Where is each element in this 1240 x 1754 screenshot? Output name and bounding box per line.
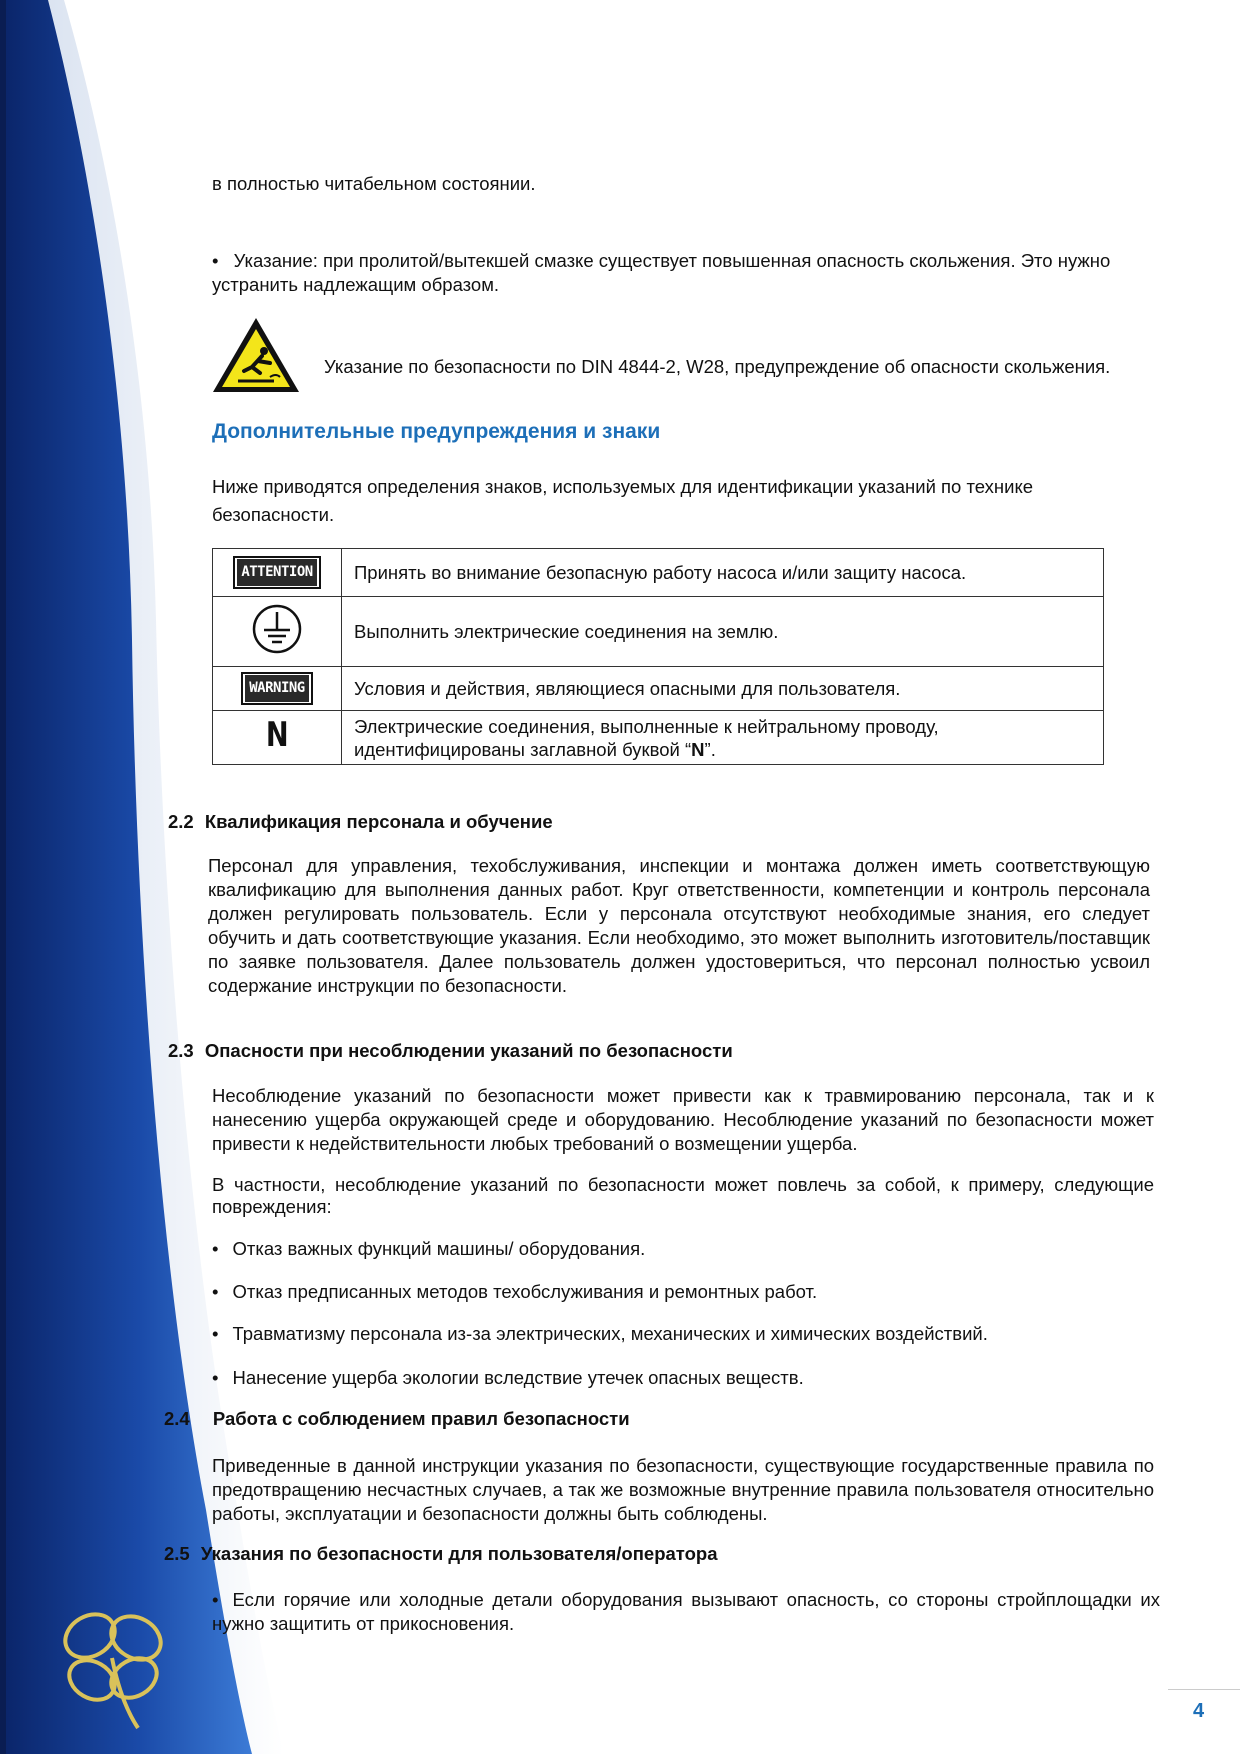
section-2-3-para2: В частности, несоблюдение указаний по безопасности может повлечь за собой, к примеру, следующие повреждения: — [212, 1174, 1154, 1217]
section-number: 2.4 — [164, 1408, 190, 1429]
warning-tag-icon: WARNING — [241, 672, 313, 705]
table-cell-text: Выполнить электрические соединения на землю. — [342, 597, 1104, 667]
note-slip-item — [212, 249, 1150, 297]
section-2-3-heading — [168, 1040, 733, 1062]
table-cell-text: Электрические соединения, выполненные к нейтральному проводу, идентифицированы заглавной буквой “N”. — [342, 711, 1104, 765]
list-item: • Травматизму персонала из-за электрических, механических и химических воздействий. — [212, 1323, 988, 1344]
page-number-rule — [1168, 1689, 1240, 1690]
bullet-marker: • — [212, 250, 219, 271]
slip-warning-sign-icon — [210, 315, 302, 395]
section-2-2-heading — [168, 811, 553, 833]
signs-table — [212, 548, 1104, 765]
table-cell-text: Условия и действия, являющиеся опасными для пользователя. — [342, 667, 1104, 711]
neutral-n-icon: N — [265, 715, 289, 755]
table-cell-text: Принять во внимание безопасную работу насоса и/или защиту насоса. — [342, 549, 1104, 597]
section-2-2-body: Персонал для управления, техобслуживания, инспекции и монтажа должен иметь соответствующую квалификацию для выполнения данных работ. Круг ответственности, компетенции и контроль персонала должен регулировать пользователь. Если у персонала отсутствуют необходимые знания, его следует обучить и дать соответствующие указания. Если необходимо, это может выполнить изготовитель/поставщик по заявке пользователя. Далее пользователь должен удостовериться, что персонал полностью усвоил содержание инструкции по безопасности. — [208, 855, 1150, 996]
page-number: 4 — [1193, 1700, 1205, 1722]
table-row — [213, 597, 1104, 667]
section-title: Указания по безопасности для пользователя/оператора — [200, 1543, 718, 1564]
continued-text: в полностью читабельном состоянии. — [212, 173, 536, 194]
section-2-5-bullet: • Если горячие или холодные детали оборудования вызывают опасность, со стороны стройплощадки их нужно защитить от прикосновения. — [212, 1589, 1160, 1634]
table-cell-icon — [213, 711, 342, 765]
section-number: 2.5 — [164, 1543, 190, 1564]
attention-tag-icon: ATTENTION — [233, 556, 320, 589]
slip-sign-caption: Указание по безопасности по DIN 4844-2, W28, предупреждение об опасности скольжения. — [324, 356, 1111, 377]
section-title: Работа с соблюдением правил безопасности — [212, 1408, 630, 1429]
additional-intro: Ниже приводятся определения знаков, используемых для идентификации указаний по технике безопасности. — [212, 476, 1034, 525]
table-row — [213, 711, 1104, 765]
list-item: • Отказ важных функций машины/ оборудования. — [212, 1238, 646, 1259]
list-item: • Отказ предписанных методов техобслуживания и ремонтных работ. — [212, 1281, 818, 1302]
table-cell-icon — [213, 549, 342, 597]
section-2-4-heading — [164, 1408, 630, 1430]
section-number: 2.3 — [168, 1040, 194, 1061]
section-title: Квалификация персонала и обучение — [204, 811, 553, 832]
section-title: Опасности при несоблюдении указаний по безопасности — [204, 1040, 733, 1061]
additional-warnings-title: Дополнительные предупреждения и знаки — [212, 420, 661, 443]
table-cell-icon — [213, 597, 342, 667]
section-2-3-para1: Несоблюдение указаний по безопасности может привести как к травмированию персонала, так и к нанесению ущерба окружающей среде и оборудованию. Несоблюдение указаний по безопасности может привести к недействительности любых требований о возмещении ущерба. — [212, 1085, 1154, 1154]
ground-symbol-icon — [251, 603, 303, 655]
table-cell-icon — [213, 667, 342, 711]
list-item: • Нанесение ущерба экологии вследствие утечек опасных веществ. — [212, 1367, 804, 1388]
table-row — [213, 667, 1104, 711]
section-number: 2.2 — [168, 811, 194, 832]
section-2-5-heading — [164, 1543, 718, 1565]
section-2-4-body: Приведенные в данной инструкции указания по безопасности, существующие государственные правила по предотвращению несчастных случаев, а так же возможные внутренние правила пользователя относительно работы, эксплуатации и безопасности должны быть соблюдены. — [212, 1455, 1154, 1524]
table-row — [213, 549, 1104, 597]
note-slip-text: Указание: при пролитой/вытекшей смазке существует повышенная опасность скольжения. Это нужно устранить надлежащим образом. — [212, 250, 1111, 295]
